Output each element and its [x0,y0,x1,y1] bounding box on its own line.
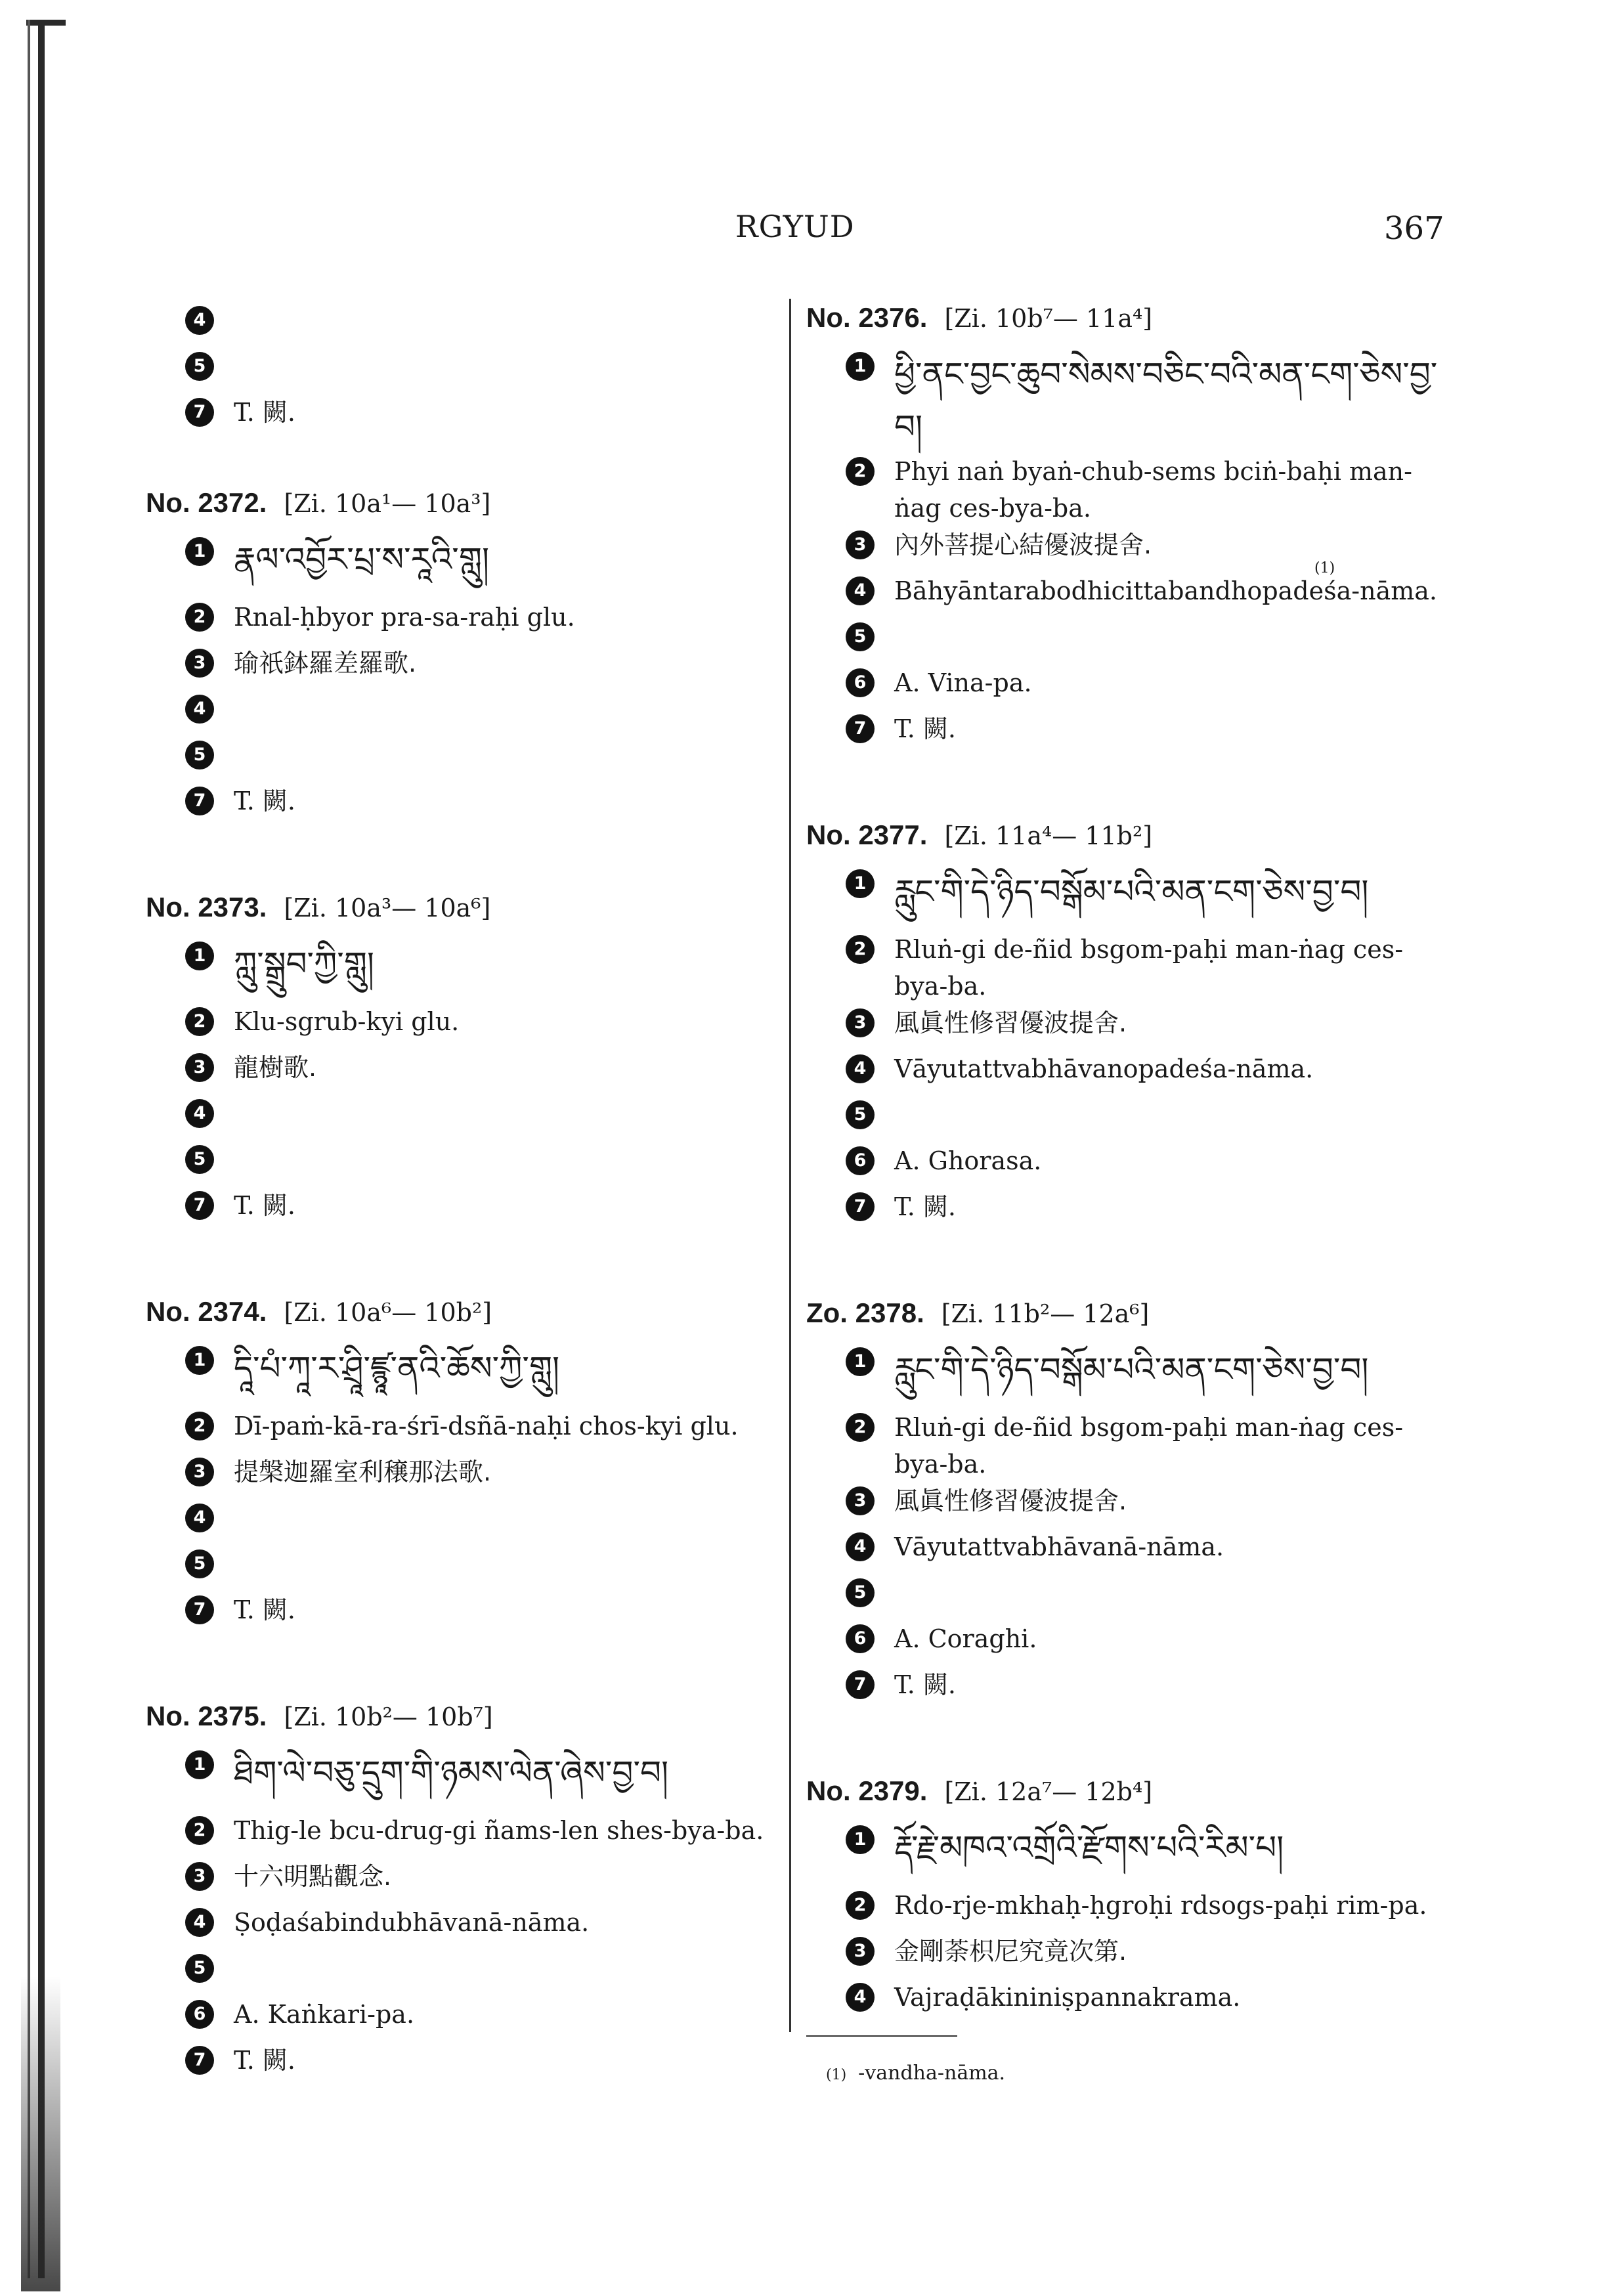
field-number-badge: 3 [185,649,214,678]
field-7 [806,1188,1456,1234]
tibetan-title: རྡོ་རྗེ་མཁའ་འགྲོའི་རྫོགས་པའི་རིམ་པ། [894,1829,1284,1867]
field-value [894,560,1456,609]
field-number-badge: 4 [185,695,214,724]
entry-heading [806,1775,1456,1807]
field-5 [146,737,776,783]
field-number-badge: 2 [846,1413,875,1442]
field-number-badge: 3 [846,1486,875,1515]
field-number-badge: 4 [185,306,214,335]
field-number-badge: 4 [846,1983,875,2012]
catalog-entry [146,1700,776,2088]
field-5 [146,348,776,394]
entry-heading [146,892,776,923]
field-number-badge: 5 [185,1145,214,1174]
field-value: A. Ghorasa. [894,1146,1042,1175]
continued-entry [146,302,776,440]
footnote-rule [806,2035,957,2037]
field-2 [806,931,1456,1005]
entry-number: No. 2377. [806,819,928,850]
field-1 [806,865,1456,931]
field-number-badge: 7 [185,1595,214,1624]
field-3 [146,1858,776,1904]
field-value: Thig-le bcu-drug-gi ñams-len shes-bya-ba. [234,1816,764,1845]
folio-reference: [Zi. 10b⁷— 11a⁴] [944,304,1153,333]
chinese-title: 內外菩提心結優波提舍. [894,531,1152,559]
field-7 [146,394,776,440]
footnote [826,2062,1005,2085]
footnote-mark: (1) [826,2067,847,2083]
field-value: T. 闕. [234,2046,295,2075]
field-number-badge: 7 [846,1670,875,1699]
field-number-badge: 2 [846,935,875,964]
field-number-badge: 4 [846,1054,875,1083]
field-2 [806,1887,1456,1933]
field-value: Dī-paṁ-kā-ra-śrī-dsñā-naḥi chos-kyi glu. [234,1412,739,1440]
catalog-entry [806,819,1456,1234]
field-value: T. 闕. [894,1192,956,1221]
field-number-badge: 7 [185,2046,214,2075]
entry-heading [806,302,1456,334]
chinese-title: 風眞性修習優波提舍. [894,1008,1127,1037]
field-4 [146,691,776,737]
field-number-badge: 3 [185,1458,214,1486]
entry-number: No. 2379. [806,1775,928,1806]
entry-number: No. 2376. [806,302,928,333]
field-number-badge: 2 [185,1816,214,1845]
field-number-badge: 7 [185,787,214,815]
field-5 [806,1096,1456,1142]
field-5 [806,618,1456,664]
field-3 [806,1005,1456,1051]
entry-heading [146,1700,776,1732]
field-number-badge: 2 [185,1412,214,1440]
field-2 [806,453,1456,527]
field-number-badge: 5 [185,741,214,769]
field-value: Vāyutattvabhāvanopadeśa-nāma. [894,1054,1314,1083]
field-number-badge: 6 [185,2000,214,2029]
tibetan-title: ཐིག་ལེ་བཅུ་དྲུག་གི་ཉམས་ལེན་ཞེས་བྱ་བ། [234,1754,669,1792]
chinese-title: 龍樹歌. [234,1053,317,1082]
field-value-text: Bāhyāntarabodhicittabandhopadeśa-nāma. [894,576,1438,605]
page-number: 367 [1384,210,1444,247]
field-1 [146,1342,776,1408]
entry-heading [146,487,776,519]
field-number-badge: 6 [846,1624,875,1653]
field-2 [146,1408,776,1454]
field-number-badge: 1 [846,1825,875,1854]
field-number-badge: 1 [846,1347,875,1376]
field-value: Rdo-rje-mkhaḥ-ḥgroḥi rdsogs-paḥi rim-pa. [894,1891,1427,1920]
field-5 [806,1574,1456,1620]
field-4 [806,1979,1456,2025]
field-value: Rnal-ḥbyor pra-sa-raḥi glu. [234,603,575,632]
entry-number: No. 2374. [146,1296,267,1327]
tibetan-title: ཀླུ་སྒྲུབ་ཀྱི་གླུ། [234,945,374,983]
field-number-badge: 7 [846,714,875,743]
field-3 [146,1454,776,1500]
field-value: T. 闕. [234,1595,295,1624]
field-number-badge: 2 [185,603,214,632]
field-value: Ṣoḍaśabindubhāvanā-nāma. [234,1908,590,1937]
field-7 [146,2042,776,2088]
field-7 [146,1187,776,1233]
field-value: A. Coraghi. [894,1624,1037,1653]
field-1 [146,938,776,1003]
field-value: Klu-sgrub-kyi glu. [234,1007,460,1036]
field-number-badge: 1 [846,352,875,381]
binding-edge-shadow [21,1976,60,2291]
catalog-entry [146,892,776,1233]
tibetan-title: རླུང་གི་དེ་ཉིད་བསྒོམ་པའི་མན་ངག་ཅེས་བྱ་བ། [894,873,1369,911]
field-number-badge: 4 [185,1908,214,1937]
entry-heading [146,1296,776,1328]
field-1 [806,1821,1456,1887]
field-number-badge: 2 [846,457,875,486]
binding-edge-line [28,20,30,2278]
field-1 [146,533,776,599]
left-column [146,302,776,2151]
footnote-text: -vandha-nāma. [858,2062,1006,2085]
field-4 [806,1051,1456,1096]
field-number-badge: 3 [846,531,875,559]
field-number-badge: 6 [846,668,875,697]
catalog-entry [806,1775,1456,2025]
tibetan-title: རླུང་གི་དེ་ཉིད་བསྒོམ་པའི་མན་ངག་ཅེས་བྱ་བ། [894,1351,1369,1389]
field-4 [806,1528,1456,1574]
field-4 [806,560,1456,618]
field-value: Rluṅ-gi de-ñid bsgom-paḥi man-ṅag ces-bya-ba. [894,935,1404,1001]
field-3 [146,645,776,691]
field-number-badge: 5 [846,622,875,651]
field-7 [146,1592,776,1637]
entry-number: No. 2372. [146,487,267,518]
field-7 [806,1666,1456,1712]
field-number-badge: 4 [846,1532,875,1561]
field-number-badge: 6 [846,1146,875,1175]
field-value: Vajraḍākininiṣpannakrama. [894,1983,1241,2012]
field-7 [146,783,776,829]
field-1 [806,348,1456,453]
field-value: Rluṅ-gi de-ñid bsgom-paḥi man-ṅag ces-bya-ba. [894,1413,1404,1479]
field-number-badge: 3 [846,1008,875,1037]
entry-heading [806,819,1456,851]
folio-reference: [Zi. 10a³— 10a⁶] [284,894,491,922]
folio-reference: [Zi. 10b²— 10b⁷] [284,1702,493,1731]
field-number-badge: 2 [185,1007,214,1036]
catalog-entry [806,302,1456,756]
folio-reference: [Zi. 11b²— 12a⁶] [941,1299,1150,1328]
folio-reference: [Zi. 12a⁷— 12b⁴] [944,1777,1153,1806]
field-5 [146,1546,776,1592]
field-6 [146,1996,776,2042]
folio-reference: [Zi. 10a⁶— 10b²] [284,1298,492,1327]
field-number-badge: 5 [846,1100,875,1129]
field-2 [146,1003,776,1049]
field-value: A. Kaṅkari-pa. [234,2000,415,2029]
catalog-entry [806,1297,1456,1712]
field-4 [146,1095,776,1141]
chinese-title: 瑜祇鉢羅差羅歌. [234,649,417,678]
field-5 [146,1141,776,1187]
field-4 [146,302,776,348]
binding-edge-bar [38,20,45,2278]
field-3 [806,1933,1456,1979]
field-value: T. 闕. [234,398,295,427]
field-value: Vāyutattvabhāvanā-nāma. [894,1532,1224,1561]
field-number-badge: 1 [185,942,214,970]
field-number-badge: 3 [185,1862,214,1891]
field-6 [806,1620,1456,1666]
field-2 [146,599,776,645]
entry-number: No. 2373. [146,892,267,922]
field-5 [146,1950,776,1996]
footnote-reference: (1) [1314,560,1335,576]
field-4 [146,1904,776,1950]
folio-reference: [Zi. 10a¹— 10a³] [284,489,491,518]
field-6 [806,664,1456,710]
field-1 [806,1343,1456,1409]
binding-edge-cap [26,20,66,26]
field-2 [806,1409,1456,1483]
field-number-badge: 5 [185,352,214,381]
catalog-entry [146,1296,776,1637]
field-value: T. 闕. [894,1670,956,1699]
entry-heading [806,1297,1456,1329]
field-2 [146,1812,776,1858]
chinese-title: 提槃迦羅室利穣那法歌. [234,1458,492,1486]
field-number-badge: 1 [185,1750,214,1779]
folio-reference: [Zi. 11a⁴— 11b²] [944,821,1153,850]
right-column [806,302,1456,2088]
field-number-badge: 5 [185,1954,214,1983]
field-6 [806,1142,1456,1188]
chinese-title: 風眞性修習優波提舍. [894,1486,1127,1515]
field-number-badge: 4 [185,1099,214,1128]
field-number-badge: 2 [846,1891,875,1920]
field-number-badge: 1 [185,1346,214,1375]
field-number-badge: 5 [846,1578,875,1607]
field-value: T. 闕. [234,787,295,815]
field-value: Phyi naṅ byaṅ-chub-sems bciṅ-baḥi man-ṅag ces-bya-ba. [894,457,1412,523]
field-3 [806,1483,1456,1528]
field-number-badge: 4 [846,576,875,605]
running-header: RGYUD [735,209,855,244]
tibetan-title: རྣལ་འབྱོར་པྲ་ས་རཱའི་གླུ། [234,540,490,578]
entry-number: Zo. 2378. [806,1297,924,1328]
field-7 [806,710,1456,756]
field-number-badge: 1 [185,537,214,566]
chinese-title: 金剛荼枳尼究竟次第. [894,1937,1127,1966]
field-number-badge: 7 [846,1192,875,1221]
field-number-badge: 7 [185,1191,214,1220]
field-3 [146,1049,776,1095]
field-4 [146,1500,776,1546]
field-number-badge: 5 [185,1549,214,1578]
field-value: T. 闕. [894,714,956,743]
scan-binding-edge [0,0,72,2296]
field-number-badge: 4 [185,1504,214,1532]
field-number-badge: 1 [846,869,875,898]
field-1 [146,1746,776,1812]
field-number-badge: 3 [185,1053,214,1082]
field-number-badge: 7 [185,398,214,427]
tibetan-title: དཱི་པཾ་ཀཱ་ར་ཤྲཱི་ཛྙཱ་ནའི་ཆོས་ཀྱི་གླུ། [234,1349,560,1387]
field-value: A. Vina-pa. [894,668,1032,697]
field-value: T. 闕. [234,1191,295,1220]
field-3 [806,527,1456,573]
field-number-badge: 3 [846,1937,875,1966]
catalog-entry [146,487,776,829]
entry-number: No. 2375. [146,1700,267,1731]
chinese-title: 十六明點觀念. [234,1862,392,1891]
tibetan-title: ཕྱི་ནང་བྱང་ཆུབ་སེམས་བཅིང་བའི་མན་ངག་ཅེས་བྱ་བ། [894,355,1438,446]
column-divider [789,299,791,2032]
